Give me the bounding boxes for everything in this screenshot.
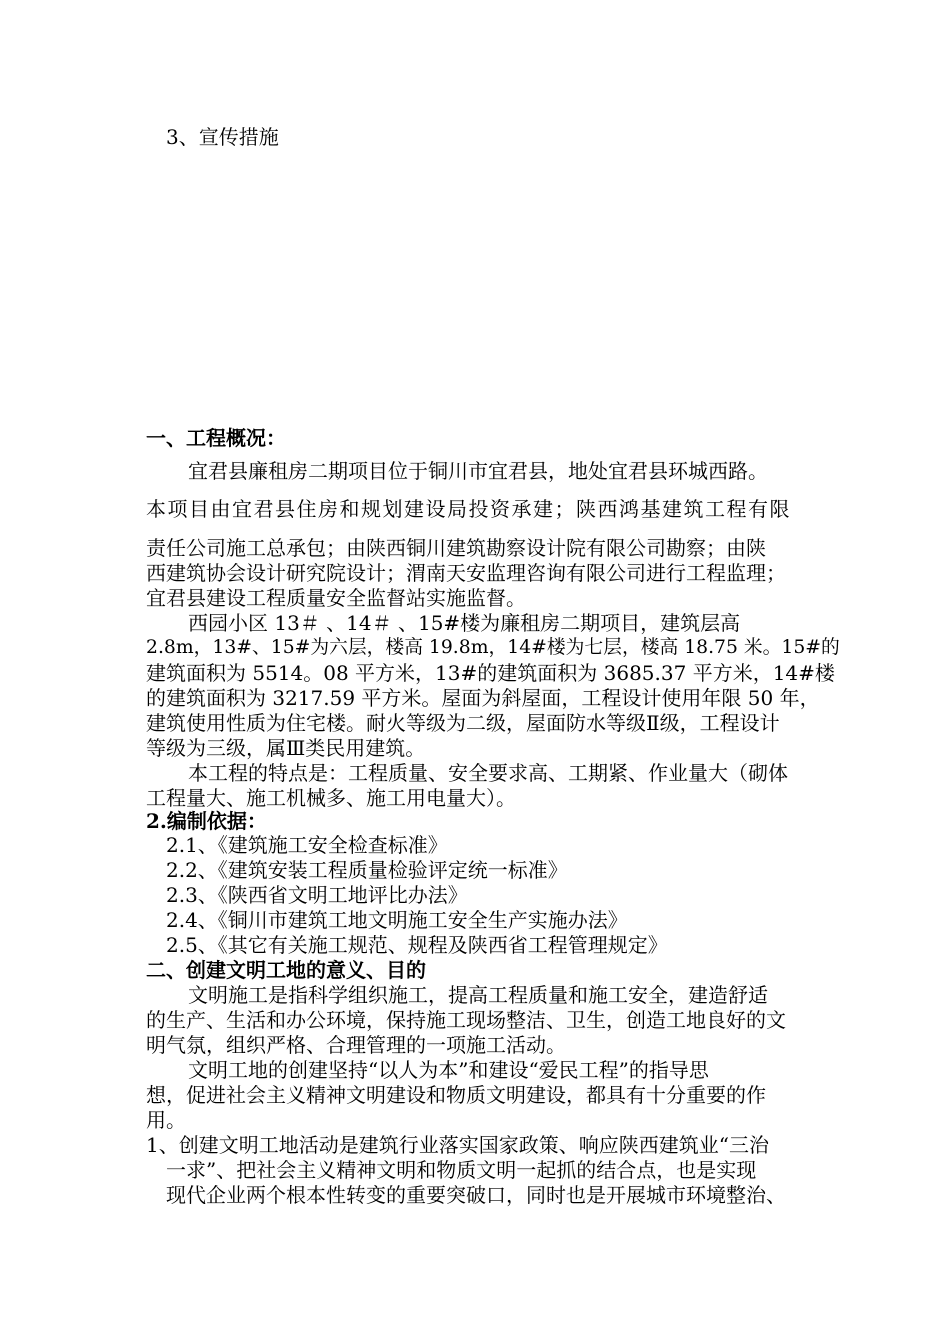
basis-item: 2.3、《陕西省文明工地评比办法》: [166, 883, 468, 907]
paragraph-line: 宜君县建设工程质量安全监督站实施监督。: [146, 586, 526, 610]
paragraph-line: 文明施工是指科学组织施工，提高工程质量和施工安全，建造舒适: [188, 983, 768, 1007]
paragraph-line: 工程量大、施工机械多、施工用电量大）。: [146, 786, 516, 810]
paragraph-line: 2.8m，13#、15#为六层，楼高 19.8m，14#楼为七层，楼高 18.75 米。15#的: [146, 637, 840, 658]
paragraph-line: 的生产、生活和办公环境，保持施工现场整洁、卫生，创造工地良好的文: [146, 1008, 786, 1032]
paragraph-line: 用。: [146, 1108, 186, 1132]
paragraph-line: 明气氛，组织严格、合理管理的一项施工活动。: [146, 1033, 566, 1057]
paragraph-line: 西园小区 13＃ 、14＃ 、15#楼为廉租房二期项目，建筑层高: [188, 611, 741, 635]
paragraph-line: 责任公司施工总承包；由陕西铜川建筑勘察设计院有限公司勘察；由陕: [146, 536, 766, 560]
section-2-heading: 2.编制依据：: [146, 809, 267, 833]
paragraph-line: 本项目由宜君县住房和规划建设局投资承建；陕西鸿基建筑工程有限: [146, 497, 791, 521]
paragraph-line: 一求”、把社会主义精神文明和物质文明一起抓的结合点，也是实现: [166, 1158, 757, 1182]
preface-item-3: 3、宣传措施: [166, 125, 279, 149]
paragraph-line: 现代企业两个根本性转变的重要突破口，同时也是开展城市环境整治、: [166, 1183, 786, 1207]
paragraph-line: 宜君县廉租房二期项目位于铜川市宜君县，地处宜君县环城西路。: [188, 459, 768, 483]
paragraph-line: 建筑使用性质为住宅楼。耐火等级为二级，屋面防水等级Ⅱ级，工程设计: [146, 711, 780, 735]
basis-item: 2.2、《建筑安装工程质量检验评定统一标准》: [166, 858, 568, 882]
paragraph-line: 建筑面积为 5514。08 平方米，13#的建筑面积为 3685.37 平方米，14#楼: [146, 661, 835, 685]
paragraph-line: 1、创建文明工地活动是建筑行业落实国家政策、响应陕西建筑业“三治: [146, 1133, 769, 1157]
basis-item: 2.5、《其它有关施工规范、规程及陕西省工程管理规定》: [166, 933, 668, 957]
basis-item: 2.4、《铜川市建筑工地文明施工安全生产实施办法》: [166, 908, 628, 932]
paragraph-line: 的建筑面积为 3217.59 平方米。屋面为斜屋面，工程设计使用年限 50 年，: [146, 686, 820, 710]
paragraph-line: 想，促进社会主义精神文明建设和物质文明建设，都具有十分重要的作: [146, 1083, 766, 1107]
paragraph-line: 本工程的特点是：工程质量、安全要求高、工期紧、作业量大（砌体: [188, 761, 788, 785]
basis-item: 2.1、《建筑施工安全检查标准》: [166, 833, 448, 857]
section-1-heading: 一、工程概况：: [146, 426, 286, 450]
paragraph-line: 西建筑协会设计研究院设计；渭南天安监理咨询有限公司进行工程监理；: [146, 561, 786, 585]
paragraph-line: 文明工地的创建坚持“以人为本”和建设“爱民工程”的指导思: [188, 1058, 709, 1082]
paragraph-line: 等级为三级，属Ⅲ类民用建筑。: [146, 736, 426, 760]
section-3-heading: 二、创建文明工地的意义、目的: [146, 958, 426, 982]
